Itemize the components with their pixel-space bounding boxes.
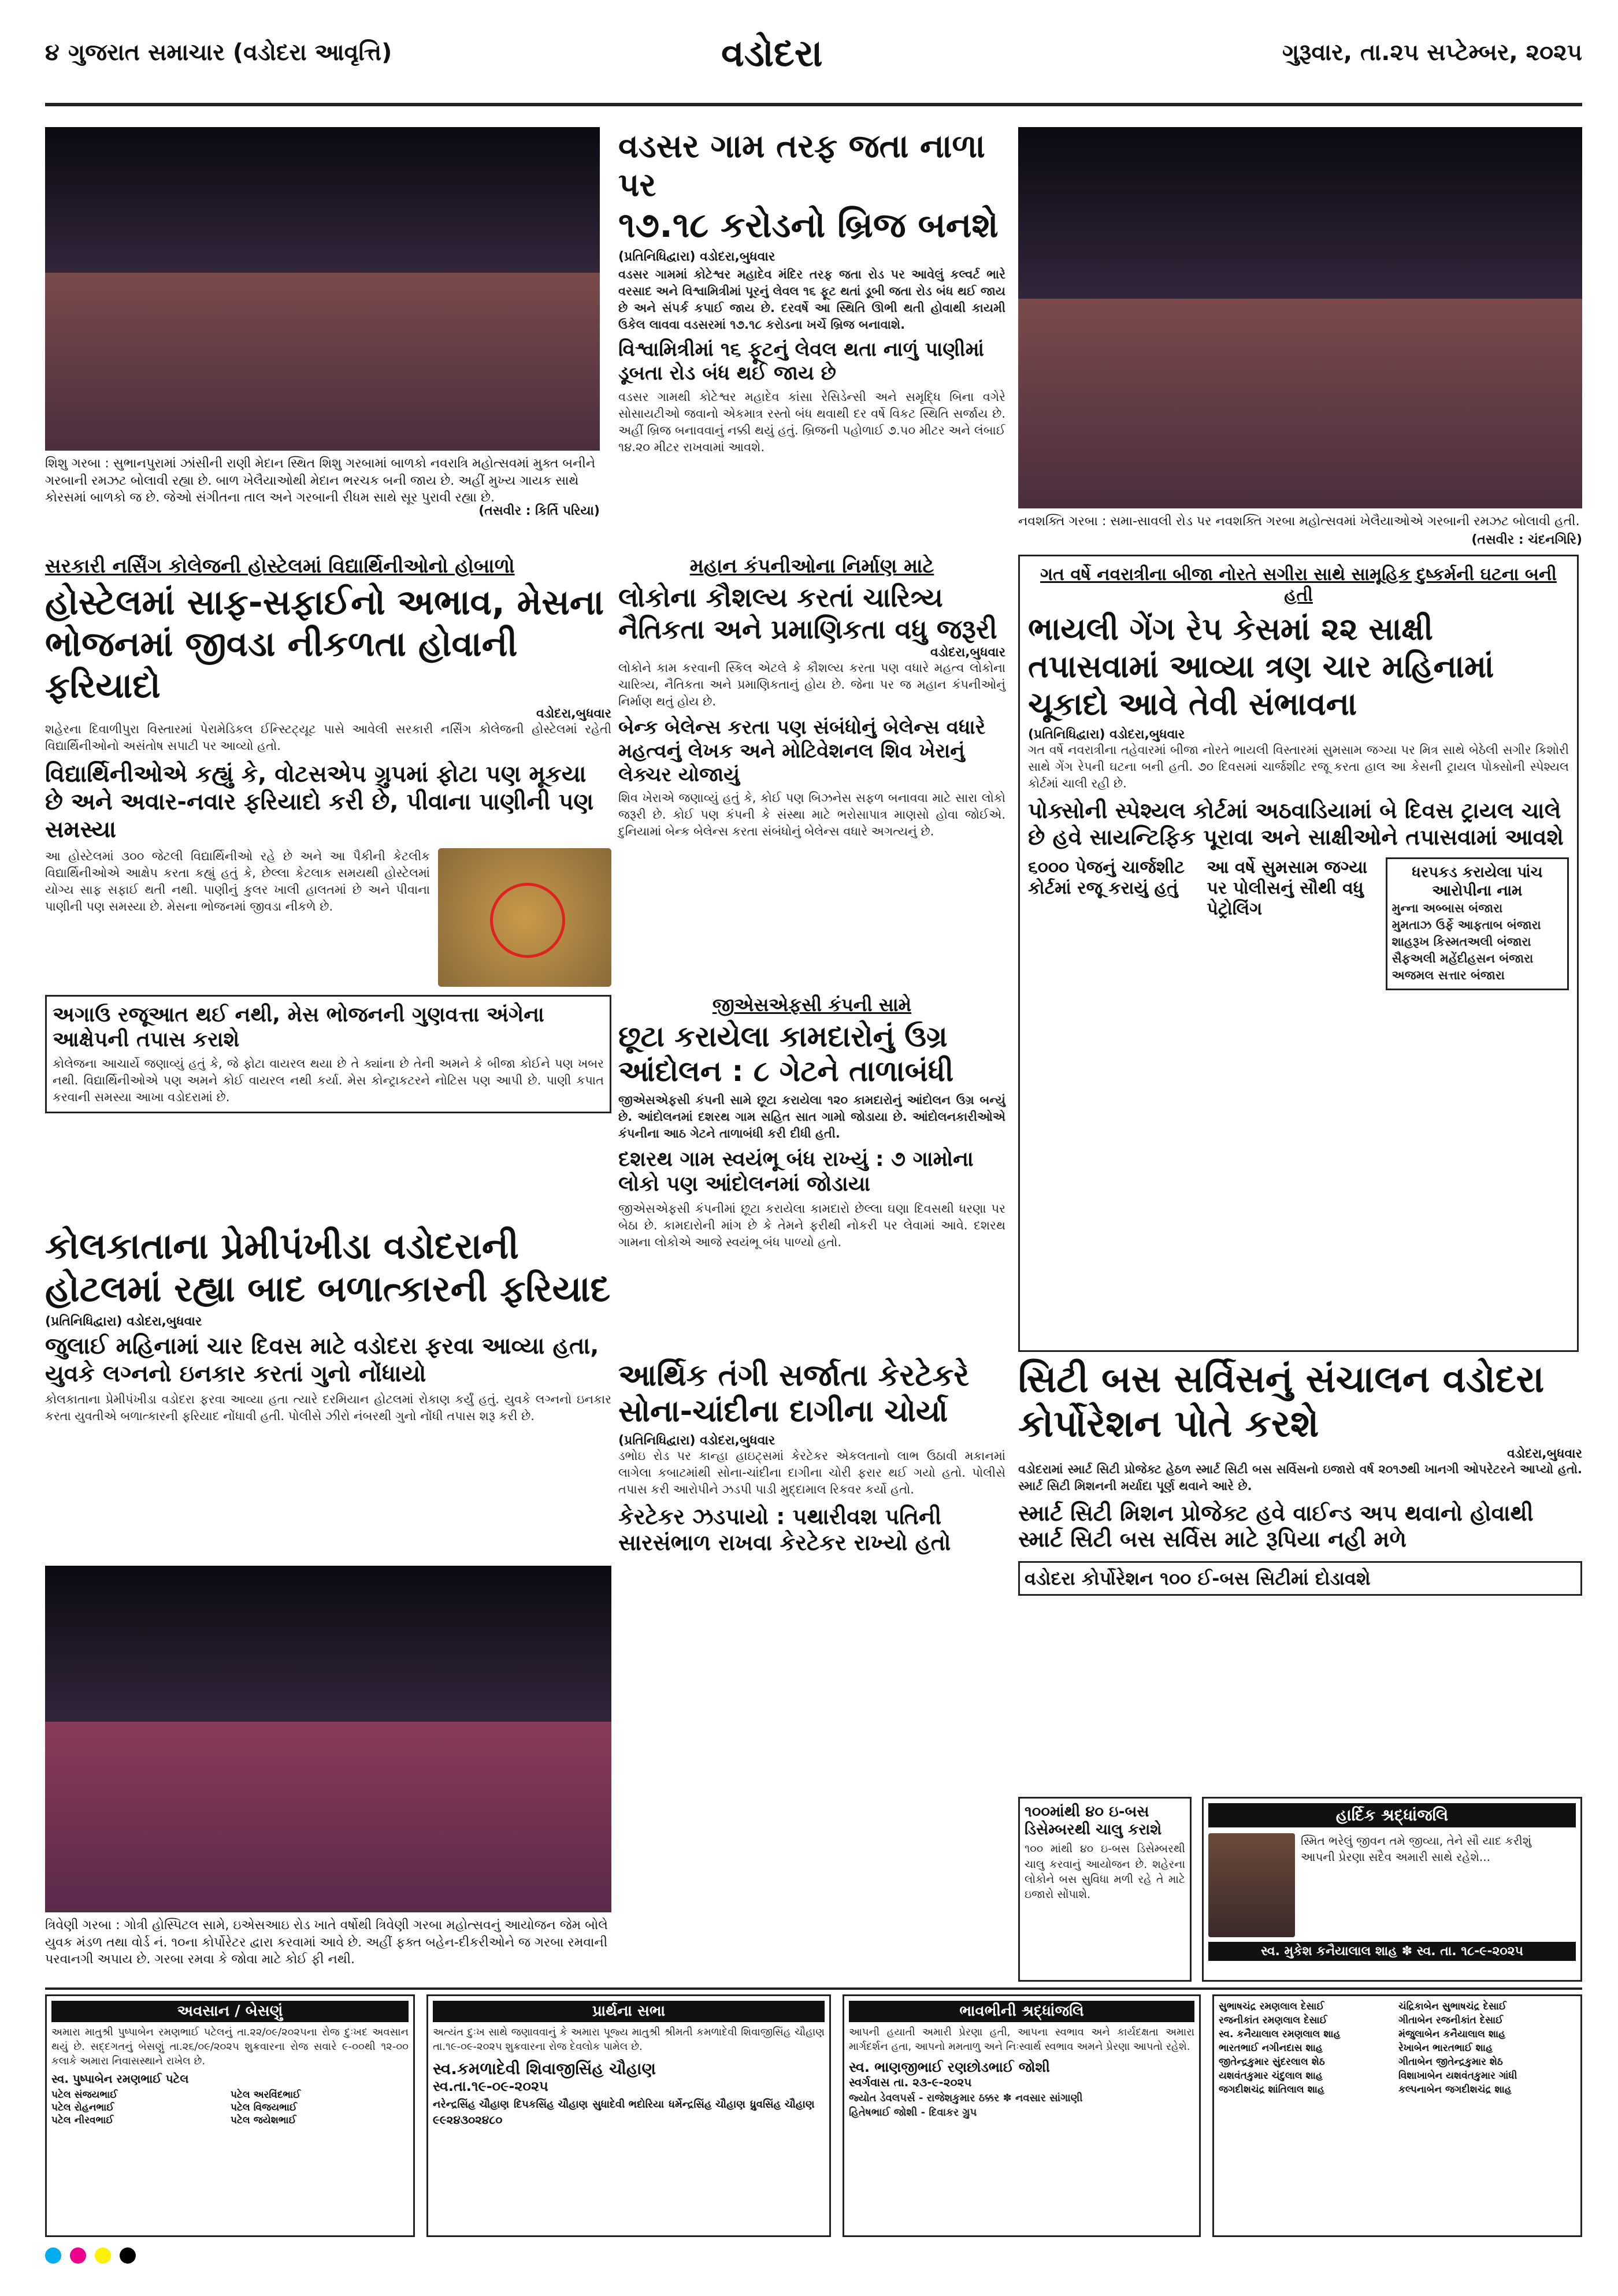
story-lead: વડસર ગામમાં કોટેશ્વર મહાદેવ મંદિર તરફ જતા રોડ પર આવેલું કલ્વર્ટ ભારે વરસાદ અને વિશ્વામિત્રીમાં પૂરનું લેવલ ૧૬ ફૂટ થતાં ડૂબી જતા રોડ બંધ થઈ જાય છે અને સંપર્ક કપાઈ જાય છે. દરવર્ષે આ સ્થિતિ ઊભી થતી હોવાથી કાયમી ઉકેલ લાવવા વડસરમાં ૧૭.૧૮ કરોડના ખર્ચે બ્રિજ બનાવાશે. <box>618 268 1005 332</box>
story-gold-theft <box>618 1358 1005 1982</box>
story-dateline: (પ્રતિનિધિદ્વારા) વડોદરા,બુધવાર <box>618 250 775 265</box>
family-member: યશવંતકુમાર ચંદુલાલ શાહ <box>1219 2070 1323 2082</box>
family-member: ભારતભાઈ નગીનદાસ શાહ <box>1219 2042 1323 2054</box>
tribute-line: આપની પ્રેરણા સદૈવ અમારી સાથે રહેશે... <box>1301 1849 1490 1864</box>
side-head-patrolling: આ વર્ષે સુમસામ જગ્યા પર પોલીસનું સૌથી વધુ પેટ્રોલિંગ <box>1207 857 1368 920</box>
family-member: પટેલ વિજયભાઈ <box>231 2102 298 2114</box>
story-bridge <box>618 127 1005 549</box>
family-member: જીતેન્દ્રકુમાર સુંદરલાલ શેઠ <box>1219 2056 1325 2068</box>
family-member: કલ્પનાબેન જગદીશચંદ્ર શાહ <box>1398 2084 1512 2096</box>
publication-name: ગુજરાત સમાચાર (વડોદરા આવૃત્તિ) <box>68 39 392 66</box>
condolence-family: જ્યોત ડેવલપર્સ - રાજેશકુમાર ઠક્કર ✽ નવસાર સાંગાણી <box>849 2092 1083 2105</box>
accused-title: ધરપકડ કરાયેલા પાંચ આરોપીના નામ <box>1412 864 1543 900</box>
box-body: કોલેજના આચાર્યે જણાવ્યું હતું કે, જે ફોટા વાયરલ થયા છે તે ક્યાંના છે તેની અમને કે બીજા કોઈને પણ ખબર નથી. વિદ્યાર્થિનીઓએ પણ અમને કોઈ વાયરલ નથી કર્યા. મેસ કોન્ટ્રાકટરને નોટિસ પણ આપી છે. પાણી કપાત કરવાની સમસ્યા આખા વડોદરામાં છે. <box>53 1057 604 1105</box>
story-headline: છૂટા કરાયેલા કામદારોનું ઉગ્ર આંદોલન : ૮ ગેટને તાળાબંધી <box>618 1020 954 1088</box>
family-member: સુધાદેવી ભદોરિયા <box>592 2098 665 2111</box>
story-gsfc-workers <box>618 994 1005 1352</box>
story-kicker: મહાન કંપનીઓના નિર્માણ માટે <box>689 555 934 578</box>
story-body: વડસર ગામથી કોટેશ્વર મહાદેવ કાંસા રેસિડેન્સી અને સમૃદ્ધિ બિના વગેરે સોસાયટીઓ જવાનો એકમાત્ર રસ્તો બંધ થવાથી દર વર્ષે વિકટ સ્થિતિ સર્જાય છે. અહીં બ્રિજ બનાવવાનું નક્કી થયું હતું. બ્રિજની પહોળાઈ ૭.૫૦ મીટર અને લંબાઈ ૧૪.૨૦ મીટર રાખવામાં આવશે. <box>618 389 1005 454</box>
photo-triveni-garba <box>45 1566 611 1982</box>
family-member: ચંદ્રિકાબેન સુભાષચંદ્ર દેસાઈ <box>1398 2001 1507 2012</box>
box-headline: ૧૦૦માંથી ૪૦ ઇ-બસ ડિસેમ્બરથી ચાલુ કરાશે <box>1025 1803 1162 1839</box>
photo-caption: શિશુ ગરબા : સુભાનપુરામાં ઝાંસીની રાણી મેદાન સ્થિત શિશુ ગરબામાં બાળકો નવરાત્રિ મહોત્સવમાં મુક્ત બનીને ગરબાની રમઝટ બોલાવી રહ્યા છે. બાળ ખેલૈયાઓથી મેદાન ભરચક બની જાય છે. અહીં મુખ્ય ગાયક સાથે કોરસમાં બાળકો જ છે. જેઓ સંગીતના તાલ અને ગરબાની રીધમ સાથે સૂર પુરાવી રહ્યા છે. <box>45 456 596 506</box>
photo-credit: (તસવીર : ચંદનગિરિ) <box>1471 533 1582 547</box>
family-member: પટેલ નીરવભાઈ <box>51 2115 114 2127</box>
accused-name: સૈફઅલી મહેંદીહસન બંજારા <box>1391 951 1534 965</box>
story-subhead: દશરથ ગામ સ્વયંભૂ બંધ રાખ્યું : ૭ ગામોના લોકો પણ આંદોલનમાં જોડાયા <box>618 1147 974 1197</box>
condolence-date: સ્વર્ગવાસ તા. ૨૩-૯-૨૦૨૫ <box>849 2075 972 2090</box>
story-dateline: (પ્રતિનિધિદ્વારા) વડોદરા,બુધવાર <box>45 1314 202 1329</box>
tribute-box <box>1202 1797 1582 1982</box>
story-lead: ડભોઇ રોડ પર કાન્હા હાઇટ્સમાં કેરટેકર એકલતાનો લાભ ઉઠાવી મકાનમાં લાગેલા કબાટમાંથી સોના-ચાંદીના દાગીના ચોરી ફરાર થઈ ગયો હતો. પોલીસે તપાસ કરી આરોપીને ઝડપી પાડી મુદ્દામાલ રિકવર કર્યો હતો. <box>618 1448 1005 1496</box>
box-headline: વડોદરા કોર્પોરેશન ૧૦૦ ઈ-બસ સિટીમાં દોડાવશે <box>1025 1567 1371 1589</box>
photo-shishu-garba <box>45 127 600 520</box>
prayer-phone: ૯૯૨૪૩૦૨૪૮૦ <box>433 2113 503 2127</box>
prayer-body: અત્યંત દુઃખ સાથે જણાવવાનું કે અમારા પૂજ્ય માતુશ્રી શ્રીમતી કમળાદેવી શિવાજીસિંહ ચૌહાણ તા.૧૯-૦૯-૨૦૨૫ શુક્રવારના રોજ દેવલોક પામેલ છે. <box>433 2026 825 2053</box>
ebus-box <box>1018 1561 1582 1596</box>
story-headline: સિટી બસ સર્વિસનું સંચાલન વડોદરા કોર્પોરેશન પોતે કરશે <box>1018 1358 1545 1446</box>
yellow-dot <box>95 2247 111 2264</box>
condolence-title: ભાવભીની શ્રદ્ધાંજલિ <box>849 2001 1194 2022</box>
condolence-box <box>843 1994 1201 2237</box>
story-kicker: જીએસએફસી કંપની સામે <box>712 994 912 1016</box>
condolence-body: આપની હયાતી અમારી પ્રેરણા હતી, આપના સ્વભાવ અને કાર્યદક્ષતા અમારા માર્ગદર્શન હતા, આપનો મમતાળુ અને નિઃસ્વાર્થ સ્વભાવ અમને પ્રેરણા આપતો રહેશે. <box>849 2026 1194 2053</box>
story-headline: હોસ્ટેલમાં સાફ-સફાઈનો અભાવ, મેસના ભોજનમાં જીવડા નીકળતા હોવાની ફરિયાદો <box>45 582 604 706</box>
story-body: જીએસએફસી કંપનીમાં છૂટા કરાયેલા કામદારો છેલ્લા ઘણા દિવસથી ધરણા પર બેઠા છે. કામદારોની માંગ છે કે તેમને ફરીથી નોકરી પર લેવામાં આવે. દશરથ ગામના લોકોએ આજે સ્વયંભૂ બંધ પાળ્યો હતો. <box>618 1201 1005 1249</box>
page-number: ૪ <box>45 39 60 66</box>
family-member: જગદીશચંદ્ર શાંતિલાલ શાહ <box>1219 2084 1325 2096</box>
family-member: પટેલ રોહનભાઈ <box>51 2102 114 2114</box>
obituary-box <box>45 1994 415 2237</box>
story-lead: જીએસએફસી કંપની સામે છૂટા કરાયેલા ૧૨૦ કામદારોનું આંદોલન ઉગ્ર બન્યું છે. આંદોલનમાં દશરથ ગામ સહિત સાત ગામો જોડાયા છે. આંદોલનકારીઓએ કંપનીના આઠ ગેટને તાળાબંધી કરી દીધી હતી. <box>618 1093 1005 1141</box>
photo-caption: નવશક્તિ ગરબા : સમા-સાવલી રોડ પર નવશક્તિ ગરબા મહોત્સવમાં ખેલૈયાઓએ ગરબાની રમઝટ બોલાવી હતી. <box>1018 514 1580 529</box>
issue-date: ગુરૂવાર, તા.૨૫ સપ્ટેમ્બર, ૨૦૨૫ <box>1282 39 1582 66</box>
story-subhead: વિદ્યાર્થિનીઓએ કહ્યું કે, વોટસએપ ગ્રુપમાં ફોટા પણ મૂકયા છે અને અવાર-નવાર ફરિયાદો કરી છે, પીવાના પાણીની પણ સમસ્યા <box>45 760 594 843</box>
story-ethics <box>618 555 1005 994</box>
ebus-december-box <box>1018 1797 1192 1982</box>
story-kicker: સરકારી નર્સિંગ કોલેજની હોસ્ટેલમાં વિદ્યાર્થિનીઓનો હોબાળો <box>45 555 515 578</box>
family-member: સ્વ. કનૈયાલાલ રમણલાલ શાહ <box>1219 2028 1341 2040</box>
prayer-box <box>426 1994 831 2237</box>
family-member: દિપકસિંહ ચૌહાણ <box>514 2098 588 2111</box>
prayer-family <box>433 2098 825 2111</box>
prayer-date: સ્વ.તા.૧૯-૦૯-૨૦૨૫ <box>433 2078 548 2095</box>
story-headline: વડસર ગામ તરફ જતા નાળા પર <box>618 128 985 205</box>
box-headline: અગાઉ રજૂઆત થઈ નથી, મેસ ભોજનની ગુણવત્તા અંગેના આક્ષેપની તપાસ કરાશે <box>53 1002 544 1052</box>
photo-caption: ત્રિવેણી ગરબા : ગોત્રી હોસ્પિટલ સામે, ઇએસઆઇ રોડ ખાતે વર્ષોથી ત્રિવેણી ગરબા મહોત્સવનું આયોજન જેમ બોલે યુવક મંડળ તથા વોર્ડ નં. ૧૦ના કોર્પોરેટર દ્વારા કરવામાં આવે છે. અહીં ફક્ત બહેન-દીકરીઓને જ ગરબા રમવાની પરવાનગી અપાય છે. ગરબા રમવા કે જોવા માટે કોઈ ફી નથી. <box>45 1918 608 1967</box>
magenta-dot <box>70 2247 86 2264</box>
obituary-title: અવસાન / બેસણું <box>51 2001 409 2022</box>
story-lead: શહેરના દિવાળીપુરા વિસ્તારમાં પેરામેડિકલ ઈન્સ્ટિટ્યૂટ પાસે આવેલી સરકારી નર્સિંગ કોલેજની હોસ્ટેલમાં રહેતી વિદ્યાર્થિનીઓનો અસંતોષ સપાટી પર આવ્યો હતો. <box>45 722 611 753</box>
photo-image <box>45 127 600 451</box>
family-member: ગીતાબેન રજનીકાંત દેસાઈ <box>1398 2015 1504 2026</box>
story-subhead: સ્માર્ટ સિટી મિશન પ્રોજેક્ટ હવે વાઈન્ડ અપ થવાનો હોવાથી સ્માર્ટ સિટી બસ સર્વિસ માટે રૂપિયા નહી મળે <box>1018 1500 1534 1552</box>
story-body: આ હોસ્ટેલમાં ૩૦૦ જેટલી વિદ્યાર્થિનીઓ રહે છે અને આ પૈકીની કેટલીક વિદ્યાર્થિનીઓએ આક્ષેપ કરતા કહ્યું હતું કે, છેલ્લા કેટલાક સમયથી હોસ્ટેલમાં યોગ્ય સાફ સફાઈ થતી નથી. પાણીનું કુલર ખાલી હાલતમાં છે અને પીવાના પાણીની પણ સમસ્યા છે. મેસના ભોજનમાં જીવડા નીકળે છે. <box>45 849 430 913</box>
condolence-name: સ્વ. ભાણજીભાઈ રણછોડભાઈ જોશી <box>849 2059 1050 2075</box>
obituary-family <box>51 2089 409 2126</box>
obituary-body: અમારા માતુશ્રી પુષ્પાબેન રમણભાઈ પટેલનું તા.૨૨/૦૯/૨૦૨૫ના રોજ દુઃખદ અવસાન થયું છે. સદ્દગતનું બેસણું તા.૨૬/૦૯/૨૦૨૫ શુક્રવારના રોજ સવારે ૯-૦૦થી ૧૨-૦૦ કલાકે અમારા નિવાસસ્થાને રાખેલ છે. <box>51 2026 409 2067</box>
story-dateline: વડોદરા,બુધવાર <box>1506 1446 1582 1461</box>
tribute-family-box <box>1212 1994 1582 2237</box>
story-lead: ગત વર્ષે નવરાત્રીના તહેવારમાં બીજા નોરતે ભાયલી વિસ્તારમાં સુમસામ જગ્યા પર મિત્ર સાથે બેઠેલી સગીર કિશોરી સાથે ગેંગ રેપની ઘટના બની હતી. ૭૦ દિવસમાં ચાર્જશીટ રજૂ કરતા હાલ આ કેસની ટ્રાયલ પોક્સોની સ્પેશ્યલ કોર્ટમાં ચાલી રહી છે. <box>1028 743 1569 791</box>
family-member: નરેન્દ્રસિંહ ચૌહાણ <box>433 2098 510 2111</box>
color-registration-strip <box>45 2247 1582 2271</box>
cyan-dot <box>45 2247 61 2264</box>
story-dateline: વડોદરા,બુધવાર <box>536 706 611 721</box>
story-body: કોલકાતાના પ્રેમીપંખીડા વડોદરા ફરવા આવ્યા હતા ત્યારે દરમિયાન હોટલમાં રોકાણ કર્યું હતું. યુવકે લગ્નનો ઇનકાર કરતા યુવતીએ બળાત્કારની ફરિયાદ નોંધાવી હતી. પોલીસે ઝીરો નંબરથી ગુનો નોંધી તપાસ શરૂ કરી છે. <box>45 1392 611 1423</box>
story-subhead: વિશ્વામિત્રીમાં ૧૬ ફૂટનું લેવલ થતા નાળું પાણીમાં ડૂબતા રોડ બંધ થઈ જાય છે <box>618 338 984 385</box>
family-member: ધ્રુવસિંહ ચૌહાણ <box>749 2098 815 2111</box>
food-photo <box>438 848 611 987</box>
story-body: શિવ ખેરાએ જણાવ્યું હતું કે, કોઈ પણ બિઝનેસ સફળ બનાવવા માટે સારા લોકો જરૂરી છે. કોઈ પણ કંપની કે સંસ્થા માટે ભરોસાપાત્ર માણસો હોવા જોઈએ. દુનિયામાં બેન્ક બેલેન્સ કરતા સંબંધોનું બેલેન્સ વધારે અગત્યનું છે. <box>618 791 1005 839</box>
story-city-bus <box>1018 1358 1582 1797</box>
box-body: ૧૦૦ માંથી ૪૦ ઇ-બસ ડિસેમ્બરથી ચાલુ કરવાનું આયોજન છે. શહેરના લોકોને બસ સુવિધા મળી રહે તે માટે ઇજારો સોંપાશે. <box>1025 1842 1185 1901</box>
story-headline: આર્થિક તંગી સર્જાતા કેરટેકરે સોના-ચાંદીના દાગીના ચોર્યા <box>618 1358 970 1429</box>
story-subhead: જુલાઈ મહિનામાં ચાર દિવસ માટે વડોદરા ફરવા આવ્યા હતા, યુવકે લગ્નનો ઇનકાર કરતાં ગુનો નોંધાયો <box>45 1332 599 1387</box>
photo-credit: (તસવીર : કિર્તિ પરિયા) <box>478 504 600 518</box>
story-hostel <box>45 555 611 1219</box>
classified-section <box>45 1987 1582 2244</box>
family-member: રેખાબેન ભારતભાઈ શાહ <box>1398 2042 1493 2054</box>
accused-name: શાહરૂખ કિસ્મતઅલી બંજારા <box>1391 934 1531 949</box>
prayer-name: સ્વ.કમળાદેવી શિવાજીસિંહ ચૌહાણ <box>433 2059 656 2078</box>
tribute-line: સ્મિત ભરેલું જીવન તમે જીવ્યા, તેને સૌ યાદ કરીશું <box>1301 1834 1532 1848</box>
story-dateline: (પ્રતિનિધિદ્વારા) વડોદરા,બુધવાર <box>618 1433 775 1448</box>
photo-image <box>45 1566 611 1912</box>
black-dot <box>120 2247 136 2264</box>
story-headline: કોલકાતાના પ્રેમીપંખીડા વડોદરાની હોટલમાં રહ્યા બાદ બળાત્કારની ફરિયાદ <box>45 1225 611 1310</box>
story-dateline: વડોદરા,બુધવાર <box>930 645 1005 660</box>
story-headline: ભાયલી ગેંગ રેપ કેસમાં ૨૨ સાક્ષી તપાસવામાં આવ્યા ત્રણ ચાર મહિનામાં ચૂકાદો આવે તેવી સંભાવના <box>1028 611 1494 722</box>
family-member: મંજુલાબેન કનૈયાલાલ શાહ <box>1398 2028 1506 2040</box>
story-headline-2: ૧૭.૧૮ કરોડનો બ્રિજ બનશે <box>618 205 999 246</box>
family-member: વિશાખાબેન યશવંતકુમાર ગાંધી <box>1398 2070 1517 2082</box>
story-subhead: કેરટેકર ઝડપાયો : પથારીવશ પતિની સારસંભાળ રાખવા કેરટેકર રાખ્યો હતો <box>618 1503 951 1556</box>
sidebar-box <box>45 995 611 1113</box>
family-member: પટેલ સંજયભાઈ <box>51 2089 118 2101</box>
tribute-name: સ્વ. મુકેશ કનૈયાલાલ શાહ ✽ સ્વ. તા. ૧૮-૯-૨૦૨૫ <box>1208 1942 1576 1961</box>
side-head-chargesheet: ૬૦૦૦ પેજનું ચાર્જશીટ કોર્ટમાં રજૂ કરાયું હતું <box>1028 857 1185 899</box>
prayer-title: પ્રાર્થના સભા <box>433 2001 825 2022</box>
accused-name: અજમલ સત્તાર બંજારા <box>1391 968 1505 982</box>
photo-navshakti-garba <box>1018 127 1582 549</box>
family-member: રજનીકાંત રમણલાલ દેસાઈ <box>1219 2015 1327 2026</box>
obituary-name: સ્વ. પુષ્પાબેન રમણભાઈ પટેલ <box>51 2072 189 2086</box>
story-kolkata <box>45 1225 611 1560</box>
accused-box <box>1386 857 1569 990</box>
condolence-footer: હિતેષભાઈ જોશી - દિવાકર ગ્રુપ <box>849 2106 977 2119</box>
city-name: વડોદરા <box>721 32 823 75</box>
family-member: પટેલ અરવિંદભાઈ <box>231 2089 301 2101</box>
story-lead: વડોદરામાં સ્માર્ટ સિટી પ્રોજેક્ટ હેઠળ સ્માર્ટ સિટી બસ સર્વિસનો ઇજારો વર્ષ ૨૦૧૭થી ખાનગી ઓપરેટરને આપ્યો હતો. સ્માર્ટ સિટી મિશનની મર્યાદા પૂર્ણ થવાને આરે છે. <box>1018 1462 1582 1493</box>
accused-name: મુન્ના અબ્બાસ બંજારા <box>1391 901 1503 915</box>
story-subhead: પોક્સોની સ્પેશ્યલ કોર્ટમાં અઠવાડિયામાં બે દિવસ ટ્રાયલ ચાલે છે હવે સાયન્ટિફિક પૂરાવા અને સાક્ષીઓને તપાસવામાં આવશે <box>1028 798 1564 850</box>
tribute-title: હાર્દિક શ્રદ્ધાંજલિ <box>1208 1803 1576 1827</box>
family-member: પટેલ જયેશભાઈ <box>231 2115 296 2127</box>
page-header <box>45 16 1582 106</box>
story-headline: લોકોના કૌશલ્ય કરતાં ચારિત્ર્ય નૈતિકતા અને પ્રમાણિકતા વધુ જરૂરી <box>618 581 997 645</box>
story-kicker: ગત વર્ષે નવરાત્રીના બીજા નોરતે સગીરા સાથે સામૂહિક દુષ્કર્મની ઘટના બની હતી <box>1040 564 1557 605</box>
story-subhead: બેન્ક બેલેન્સ કરતા પણ સંબંધોનું બેલેન્સ વધારે મહત્વનું લેખક અને મોટિવેશનલ શિવ ખેરાનું લેક્ચર યોજાયું <box>618 716 986 786</box>
story-lead: લોકોને કામ કરવાની સ્કિલ એટલે કે કૌશલ્ય કરતા પણ વધારે મહત્વ લોકોના ચારિત્ર્ય, નૈતિકતા અને પ્રમાણિકતાનું હોય છે. જેના પર જ મહાન કંપનીઓનું નિર્માણ થતું હોય છે. <box>618 661 1005 709</box>
tribute-family-list <box>1219 2001 1576 2096</box>
family-member: ગીતાબેન જીતેન્દ્રકુમાર શેઠ <box>1398 2056 1503 2068</box>
family-member: ધર્મેન્દ્રસિંહ ચૌહાણ <box>669 2098 745 2111</box>
accused-name: મુમતાઝ ઉર્ફે આફતાબ બંજારા <box>1391 917 1541 932</box>
tribute-photo <box>1208 1833 1295 1937</box>
story-dateline: (પ્રતિનિધિદ્વારા) વડોદરા,બુધવાર <box>1028 727 1185 742</box>
photo-image <box>1018 127 1582 508</box>
story-gangrape <box>1018 555 1579 1352</box>
family-member: સુભાષચંદ્ર રમણલાલ દેસાઈ <box>1219 2001 1324 2012</box>
